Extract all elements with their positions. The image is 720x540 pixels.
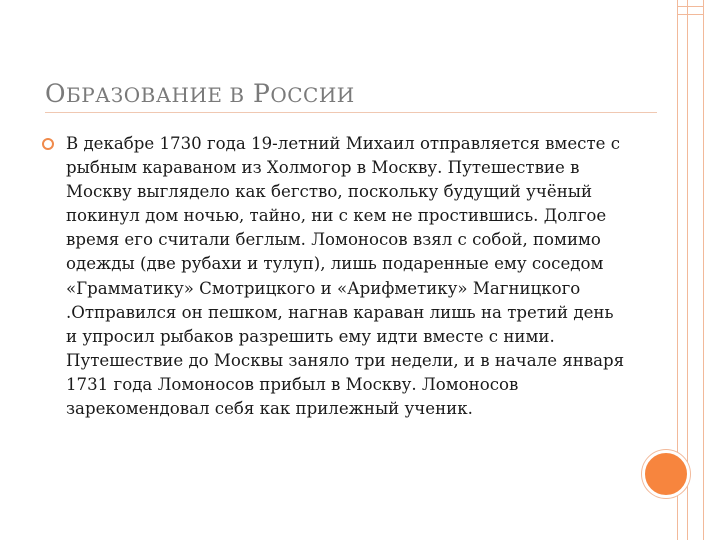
frame-line — [677, 6, 704, 7]
frame-line — [703, 0, 704, 540]
title-part: БРАЗОВАНИЕ В — [66, 83, 245, 107]
decorative-circle-icon — [642, 450, 690, 498]
page-title — [45, 79, 355, 108]
body-text: В декабре 1730 года 19-летний Михаил отправляется вместе с рыбным караваном из Холмогор в Москву. Путешествие в Москву выглядело как бегство, поскольку будущий учёный покинул дом ночью, тайно, ни с кем не простившись. Долгое время его считали беглым. Ломоносов взял с собой, помимо одежды (две рубахи и тулуп), лишь подаренные ему соседом «Грамматику» Смотрицкого и «Арифметику» Магницкого .Отправился он пешком, нагнав караван лишь на третий день и упросил рыбаков разрешить ему идти вместе с ними. Путешествие до Москвы заняло три недели, и в начале января 1731 года Ломоносов прибыл в Москву. Ломоносов зарекомендовал себя как прилежный ученик. — [66, 134, 625, 419]
frame-line — [687, 0, 688, 540]
bullet-icon — [42, 138, 54, 150]
title-initial: Р — [244, 79, 271, 108]
title-initial: О — [45, 79, 66, 108]
title-divider — [45, 112, 657, 113]
frame-line — [677, 14, 704, 15]
title-part: ОССИИ — [270, 83, 355, 107]
